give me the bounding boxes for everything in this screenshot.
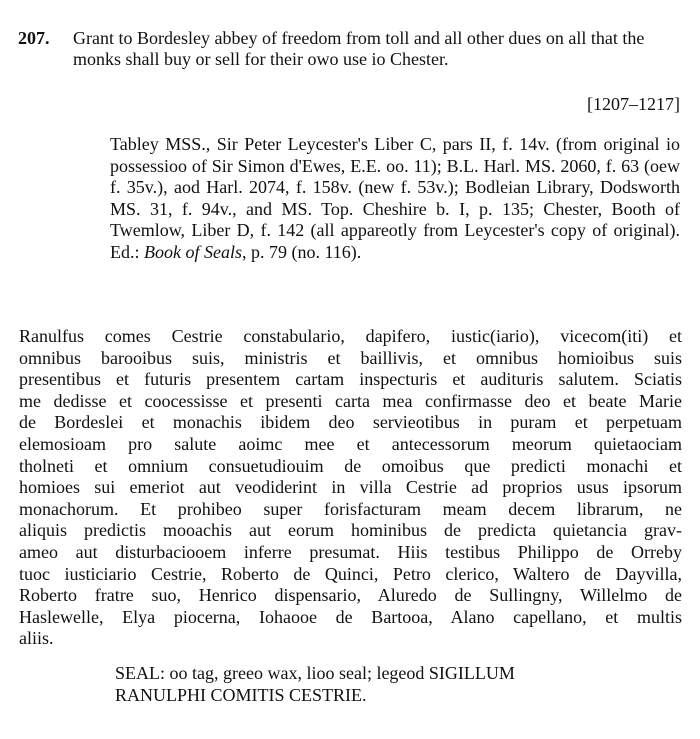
- text-line: tholneti et omnium consuetudiouim de omoibus que predicti monachi et: [19, 455, 682, 476]
- seal-line: SEAL: oo tag, greeo wax, lioo seal; legeod SIGILLUM: [115, 663, 515, 683]
- charter-number: 207.: [18, 28, 50, 48]
- text-line: monachorum. Et prohibeo super forisfacturam meam decem librarum, ne: [19, 498, 682, 519]
- text-line: aliis.: [19, 628, 54, 649]
- manuscript-sources: [110, 134, 680, 264]
- text-line: tuoc iusticiario Cestrie, Roberto de Quinci, Petro clerico, Waltero de Dayvilla,: [19, 563, 682, 584]
- text-line: presentibus et futuris presentem cartam inspecturis et audituris salutem. Sciatis: [19, 369, 682, 390]
- text-line: aliquis predictis mooachis aut eorum hominibus de predicta quietancia grav-: [19, 520, 682, 541]
- text-line: elemosioam pro salute aoimc mee et antecessorum meorum quietaociam: [19, 433, 682, 454]
- charter-date: [1207–1217]: [587, 94, 680, 114]
- charter-heading: [18, 28, 682, 70]
- text-line: Roberto fratre suo, Henrico dispensario, Aluredo de Sullingny, Willelmo de: [19, 585, 682, 606]
- text-line: Haslewelle, Elya piocerna, Iohaooe de Bartooa, Alano capellano, et multis: [19, 606, 682, 627]
- text-line: Ranulfus comes Cestrie constabulario, dapifero, iustic(iario), vicecom(iti) et: [19, 326, 682, 346]
- seal-line: RANULPHI COMITIS CESTRIE.: [115, 685, 367, 705]
- seal-description: [115, 662, 635, 706]
- latin-charter-text: [19, 326, 682, 650]
- text-line: homioes sui emeriot aut veodiderint in villa Cestrie ad proprios usus ipsorum: [19, 477, 682, 498]
- text-line: de Bordeslei et monachis ibidem deo servieotibus in puram et perpetuam: [19, 412, 682, 433]
- text-line: me dedisse et cooсessisse et presenti carta mea confirmasse deo et beate Marie: [19, 390, 682, 411]
- sources-text-end: , p. 79 (no. 116).: [241, 241, 362, 262]
- text-line: ameo aut disturbaciooem inferre presumat. Hiis testibus Philippo de Orreby: [19, 541, 682, 562]
- charter-summary: Grant to Bordesley abbey of freedom from toll and all other dues on all that the monks shall buy or sell for their owo use io Chester.: [73, 28, 645, 69]
- sources-text: Tabley MSS., Sir Peter Leycester's Liber C, pars II, f. 14v. (from original io possessioo of Sir Simon d'Ewes, E.E. oo. 11); B.L. Harl. MS. 2060, f. 63 (oew f. 35v.), aod Harl. 2074, f. 158v. (new f. 53v.); Bodleian Library, Dodsworth MS. 31, f. 94v., and MS. Top. Cheshire b. I, p. 135; Chester, Booth of Twemlow, Liber D, f. 142 (all appareotly from Leycester's copy of original). Ed.:: [110, 134, 680, 262]
- text-line: omnibus barooibus suis, ministris et baillivis, et omnibus homioibus suis: [19, 347, 682, 368]
- edition-title: Book of Seals: [144, 241, 242, 262]
